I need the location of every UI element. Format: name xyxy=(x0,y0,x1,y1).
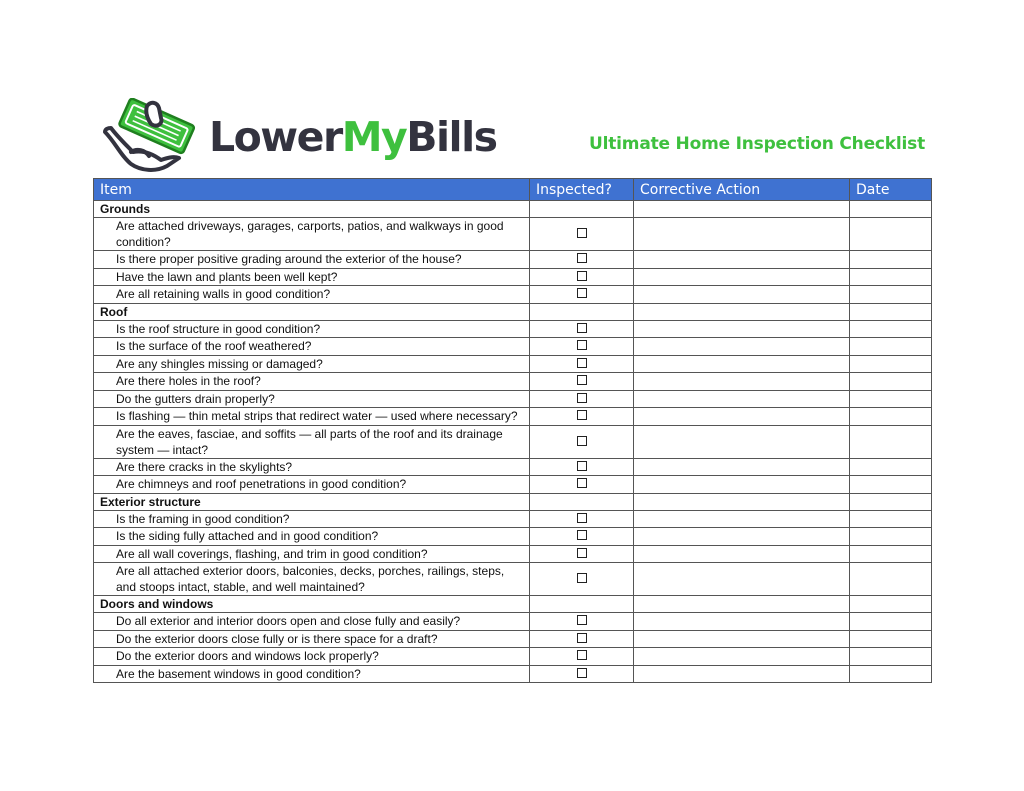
inspected-checkbox[interactable] xyxy=(577,375,587,385)
table-row xyxy=(94,408,932,426)
date-cell[interactable] xyxy=(850,251,932,269)
corrective-action-cell[interactable] xyxy=(634,563,850,596)
empty-cell xyxy=(634,596,850,613)
item-question: Are all wall coverings, flashing, and trim in good condition? xyxy=(116,546,428,561)
table-row xyxy=(94,320,932,338)
item-question: Are the eaves, fasciae, and soffits — all parts of the roof and its drainage system — intact? xyxy=(116,426,503,457)
logo-wordmark-my: My xyxy=(341,112,407,161)
checklist-body xyxy=(94,201,932,683)
inspected-checkbox[interactable] xyxy=(577,615,587,625)
inspected-cell xyxy=(530,251,634,269)
corrective-action-cell[interactable] xyxy=(634,268,850,286)
item-question: Are the basement windows in good condition? xyxy=(116,666,361,681)
item-question: Do the gutters drain properly? xyxy=(116,391,275,406)
inspected-checkbox[interactable] xyxy=(577,573,587,583)
inspected-checkbox[interactable] xyxy=(577,358,587,368)
inspected-checkbox[interactable] xyxy=(577,323,587,333)
inspected-cell xyxy=(530,510,634,528)
item-question: Is the siding fully attached and in good condition? xyxy=(116,529,379,544)
inspected-checkbox[interactable] xyxy=(577,340,587,350)
section-title: Roof xyxy=(94,303,530,320)
item-question: Do the exterior doors and windows lock properly? xyxy=(116,649,379,664)
item-question: Are any shingles missing or damaged? xyxy=(116,356,323,371)
column-header-item: Item xyxy=(94,179,530,201)
section-title: Exterior structure xyxy=(94,493,530,510)
date-cell[interactable] xyxy=(850,218,932,251)
lowermybills-logo xyxy=(101,96,497,178)
item-question: Is flashing — thin metal strips that redirect water — used where necessary? xyxy=(116,409,518,424)
table-row xyxy=(94,425,932,458)
date-cell[interactable] xyxy=(850,545,932,563)
corrective-action-cell[interactable] xyxy=(634,286,850,304)
item-cell xyxy=(94,476,530,494)
inspected-checkbox[interactable] xyxy=(577,668,587,678)
table-row xyxy=(94,510,932,528)
logo-wordmark-lower: Lower xyxy=(209,112,342,161)
inspected-checkbox[interactable] xyxy=(577,253,587,263)
inspected-cell xyxy=(530,476,634,494)
inspected-checkbox[interactable] xyxy=(577,633,587,643)
item-cell xyxy=(94,648,530,666)
item-question: Is the roof structure in good condition? xyxy=(116,321,321,336)
table-row xyxy=(94,390,932,408)
inspected-cell xyxy=(530,286,634,304)
inspected-checkbox[interactable] xyxy=(577,650,587,660)
inspected-checkbox[interactable] xyxy=(577,530,587,540)
item-cell xyxy=(94,320,530,338)
section-row xyxy=(94,596,932,613)
inspected-checkbox[interactable] xyxy=(577,548,587,558)
corrective-action-cell[interactable] xyxy=(634,458,850,476)
table-row xyxy=(94,545,932,563)
table-row xyxy=(94,613,932,631)
date-cell[interactable] xyxy=(850,408,932,426)
corrective-action-cell[interactable] xyxy=(634,320,850,338)
inspected-checkbox[interactable] xyxy=(577,271,587,281)
item-cell xyxy=(94,563,530,596)
date-cell[interactable] xyxy=(850,510,932,528)
inspected-checkbox[interactable] xyxy=(577,478,587,488)
date-cell[interactable] xyxy=(850,648,932,666)
table-row xyxy=(94,528,932,546)
item-cell xyxy=(94,268,530,286)
date-cell[interactable] xyxy=(850,373,932,391)
inspected-cell xyxy=(530,408,634,426)
inspected-checkbox[interactable] xyxy=(577,461,587,471)
date-cell[interactable] xyxy=(850,458,932,476)
column-header-inspected: Inspected? xyxy=(530,179,634,201)
table-row xyxy=(94,338,932,356)
item-cell xyxy=(94,338,530,356)
inspected-cell xyxy=(530,268,634,286)
corrective-action-cell[interactable] xyxy=(634,355,850,373)
table-row xyxy=(94,251,932,269)
corrective-action-cell[interactable] xyxy=(634,665,850,683)
corrective-action-cell[interactable] xyxy=(634,251,850,269)
date-cell[interactable] xyxy=(850,665,932,683)
inspected-cell xyxy=(530,373,634,391)
document-title: Ultimate Home Inspection Checklist xyxy=(589,134,925,154)
inspected-cell xyxy=(530,528,634,546)
table-row xyxy=(94,268,932,286)
inspected-cell xyxy=(530,390,634,408)
inspected-checkbox[interactable] xyxy=(577,410,587,420)
table-row xyxy=(94,648,932,666)
inspected-checkbox[interactable] xyxy=(577,513,587,523)
inspected-checkbox[interactable] xyxy=(577,228,587,238)
date-cell[interactable] xyxy=(850,613,932,631)
item-cell xyxy=(94,390,530,408)
item-cell xyxy=(94,630,530,648)
table-row xyxy=(94,218,932,251)
item-cell xyxy=(94,613,530,631)
item-question: Do all exterior and interior doors open and close fully and easily? xyxy=(116,614,461,629)
inspected-cell xyxy=(530,613,634,631)
item-question: Are attached driveways, garages, carports, patios, and walkways in good condition? xyxy=(116,219,504,249)
empty-cell xyxy=(634,201,850,218)
item-cell xyxy=(94,218,530,251)
item-cell xyxy=(94,373,530,391)
table-row xyxy=(94,458,932,476)
item-cell xyxy=(94,665,530,683)
section-row xyxy=(94,201,932,218)
item-question: Is the framing in good condition? xyxy=(116,511,290,526)
logo-wordmark-bills: Bills xyxy=(406,112,497,161)
item-question: Are there holes in the roof? xyxy=(116,374,261,389)
table-row xyxy=(94,630,932,648)
inspected-checkbox[interactable] xyxy=(577,436,587,446)
date-cell[interactable] xyxy=(850,268,932,286)
section-row xyxy=(94,303,932,320)
inspected-cell xyxy=(530,458,634,476)
inspected-cell xyxy=(530,563,634,596)
date-cell[interactable] xyxy=(850,286,932,304)
money-hand-icon xyxy=(101,98,203,176)
item-cell xyxy=(94,286,530,304)
date-cell[interactable] xyxy=(850,476,932,494)
date-cell[interactable] xyxy=(850,338,932,356)
corrective-action-cell[interactable] xyxy=(634,425,850,458)
table-row xyxy=(94,373,932,391)
section-row xyxy=(94,493,932,510)
empty-cell xyxy=(850,201,932,218)
inspected-cell xyxy=(530,355,634,373)
table-row xyxy=(94,665,932,683)
date-cell[interactable] xyxy=(850,528,932,546)
inspected-cell xyxy=(530,648,634,666)
inspected-cell xyxy=(530,425,634,458)
empty-cell xyxy=(530,493,634,510)
item-question: Is there proper positive grading around the exterior of the house? xyxy=(116,252,462,267)
item-question: Are all attached exterior doors, balconies, decks, porches, railings, steps, and stoops intact, stable, and well maintained? xyxy=(116,564,505,594)
item-question: Have the lawn and plants been well kept? xyxy=(116,269,338,284)
inspected-cell xyxy=(530,665,634,683)
table-row xyxy=(94,355,932,373)
section-title: Doors and windows xyxy=(94,596,530,613)
item-cell xyxy=(94,408,530,426)
inspected-cell xyxy=(530,338,634,356)
item-cell xyxy=(94,425,530,458)
item-cell xyxy=(94,528,530,546)
table-row xyxy=(94,286,932,304)
inspected-checkbox[interactable] xyxy=(577,393,587,403)
table-row xyxy=(94,563,932,596)
empty-cell xyxy=(530,596,634,613)
item-question: Are there cracks in the skylights? xyxy=(116,459,293,474)
inspected-cell xyxy=(530,320,634,338)
corrective-action-cell[interactable] xyxy=(634,218,850,251)
table-row xyxy=(94,476,932,494)
date-cell[interactable] xyxy=(850,425,932,458)
corrective-action-cell[interactable] xyxy=(634,545,850,563)
item-cell xyxy=(94,458,530,476)
item-cell xyxy=(94,545,530,563)
empty-cell xyxy=(634,303,850,320)
corrective-action-cell[interactable] xyxy=(634,613,850,631)
empty-cell xyxy=(530,303,634,320)
inspected-cell xyxy=(530,545,634,563)
corrective-action-cell[interactable] xyxy=(634,510,850,528)
item-question: Is the surface of the roof weathered? xyxy=(116,339,312,354)
inspected-checkbox[interactable] xyxy=(577,288,587,298)
corrective-action-cell[interactable] xyxy=(634,528,850,546)
column-header-corrective-action: Corrective Action xyxy=(634,179,850,201)
empty-cell xyxy=(850,493,932,510)
item-cell xyxy=(94,251,530,269)
empty-cell xyxy=(850,596,932,613)
corrective-action-cell[interactable] xyxy=(634,408,850,426)
empty-cell xyxy=(850,303,932,320)
inspected-cell xyxy=(530,218,634,251)
item-cell xyxy=(94,355,530,373)
empty-cell xyxy=(634,493,850,510)
empty-cell xyxy=(530,201,634,218)
item-question: Are chimneys and roof penetrations in good condition? xyxy=(116,477,407,492)
corrective-action-cell[interactable] xyxy=(634,648,850,666)
date-cell[interactable] xyxy=(850,630,932,648)
inspection-checklist-table xyxy=(93,178,932,683)
corrective-action-cell[interactable] xyxy=(634,390,850,408)
date-cell[interactable] xyxy=(850,390,932,408)
column-header-date: Date xyxy=(850,179,932,201)
corrective-action-cell[interactable] xyxy=(634,630,850,648)
corrective-action-cell[interactable] xyxy=(634,338,850,356)
inspected-cell xyxy=(530,630,634,648)
item-question: Do the exterior doors close fully or is there space for a draft? xyxy=(116,631,438,646)
corrective-action-cell[interactable] xyxy=(634,476,850,494)
date-cell[interactable] xyxy=(850,320,932,338)
section-title: Grounds xyxy=(94,201,530,218)
date-cell[interactable] xyxy=(850,563,932,596)
item-question: Are all retaining walls in good condition? xyxy=(116,287,331,302)
corrective-action-cell[interactable] xyxy=(634,373,850,391)
item-cell xyxy=(94,510,530,528)
date-cell[interactable] xyxy=(850,355,932,373)
page-header xyxy=(93,96,931,178)
table-header-row xyxy=(94,179,932,201)
